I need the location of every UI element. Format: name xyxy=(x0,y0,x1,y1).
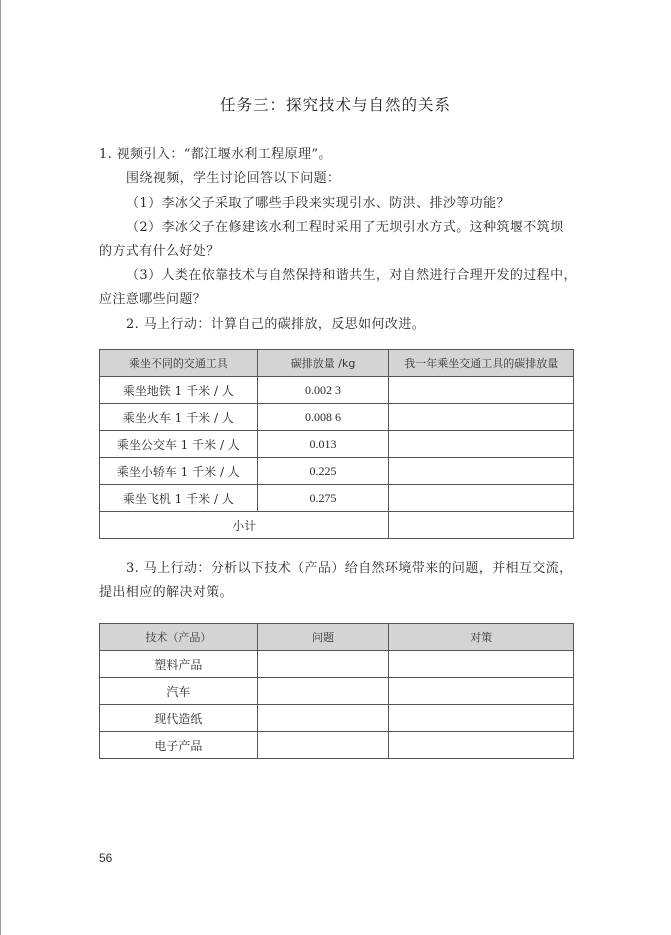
section1-heading: 1. 视频引入：“都江堰水利工程原理”。 xyxy=(99,147,332,162)
emission-value: 0.275 xyxy=(257,485,389,512)
question-2-line2: 的方式有什么好处？ xyxy=(99,244,220,259)
section3-heading-line1: 3. 马上行动：分析以下技术（产品）给自然环境带来的问题，并相互交流， xyxy=(126,561,573,576)
header-solution: 对策 xyxy=(389,624,574,651)
technology-name: 电子产品 xyxy=(100,732,258,759)
table-header-row xyxy=(100,350,574,377)
my-emission-cell[interactable] xyxy=(389,458,574,485)
header-technology: 技术（产品） xyxy=(100,624,258,651)
header-my-emission: 我一年乘坐交通工具的碳排放量 xyxy=(389,350,574,377)
technology-impact-table xyxy=(99,623,574,759)
table-header-row xyxy=(100,624,574,651)
table-row xyxy=(100,651,574,678)
table-row xyxy=(100,377,574,404)
section3-heading-line2: 提出相应的解决对策。 xyxy=(99,585,234,600)
header-emission: 碳排放量 /kg xyxy=(257,350,389,377)
transport-mode: 乘坐地铁 1 千米 / 人 xyxy=(100,377,258,404)
table-row xyxy=(100,705,574,732)
section1-intro: 围绕视频，学生讨论回答以下问题： xyxy=(126,171,341,186)
question-1: （1）李冰父子采取了哪些手段来实现引水、防洪、排沙等功能？ xyxy=(126,196,510,211)
table-row xyxy=(100,485,574,512)
emission-value: 0.013 xyxy=(257,431,389,458)
problem-cell[interactable] xyxy=(257,705,389,732)
my-emission-cell[interactable] xyxy=(389,404,574,431)
subtotal-cell[interactable] xyxy=(389,512,574,539)
question-3-line2: 应注意哪些问题？ xyxy=(99,292,207,307)
emission-value: 0.225 xyxy=(257,458,389,485)
page-title: 任务三：探究技术与自然的关系 xyxy=(219,96,451,114)
transport-mode: 乘坐小轿车 1 千米 / 人 xyxy=(100,458,258,485)
solution-cell[interactable] xyxy=(389,732,574,759)
problem-cell[interactable] xyxy=(257,651,389,678)
subtotal-row xyxy=(100,512,574,539)
emission-value: 0.002 3 xyxy=(257,377,389,404)
page-number: 56 xyxy=(99,851,113,865)
table-row xyxy=(100,431,574,458)
my-emission-cell[interactable] xyxy=(389,377,574,404)
solution-cell[interactable] xyxy=(389,678,574,705)
carbon-emission-table xyxy=(99,349,574,539)
technology-name: 现代造纸 xyxy=(100,705,258,732)
problem-cell[interactable] xyxy=(257,678,389,705)
page-left-border xyxy=(0,0,1,935)
table-row xyxy=(100,678,574,705)
my-emission-cell[interactable] xyxy=(389,485,574,512)
header-problem: 问题 xyxy=(257,624,389,651)
solution-cell[interactable] xyxy=(389,651,574,678)
question-2-line1: （2）李冰父子在修建该水利工程时采用了无坝引水方式。这种筑堰不筑坝 xyxy=(126,220,564,235)
technology-name: 塑料产品 xyxy=(100,651,258,678)
table-row xyxy=(100,404,574,431)
problem-cell[interactable] xyxy=(257,732,389,759)
question-3-line1: （3）人类在依靠技术与自然保持和谐共生，对自然进行合理开发的过程中， xyxy=(126,268,577,283)
table-row xyxy=(100,458,574,485)
technology-name: 汽车 xyxy=(100,678,258,705)
my-emission-cell[interactable] xyxy=(389,431,574,458)
emission-value: 0.008 6 xyxy=(257,404,389,431)
table-row xyxy=(100,732,574,759)
transport-mode: 乘坐飞机 1 千米 / 人 xyxy=(100,485,258,512)
header-transport: 乘坐不同的交通工具 xyxy=(100,350,258,377)
transport-mode: 乘坐公交车 1 千米 / 人 xyxy=(100,431,258,458)
transport-mode: 乘坐火车 1 千米 / 人 xyxy=(100,404,258,431)
solution-cell[interactable] xyxy=(389,705,574,732)
subtotal-label: 小计 xyxy=(100,512,389,539)
section2-heading: 2. 马上行动：计算自己的碳排放，反思如何改进。 xyxy=(126,317,426,332)
